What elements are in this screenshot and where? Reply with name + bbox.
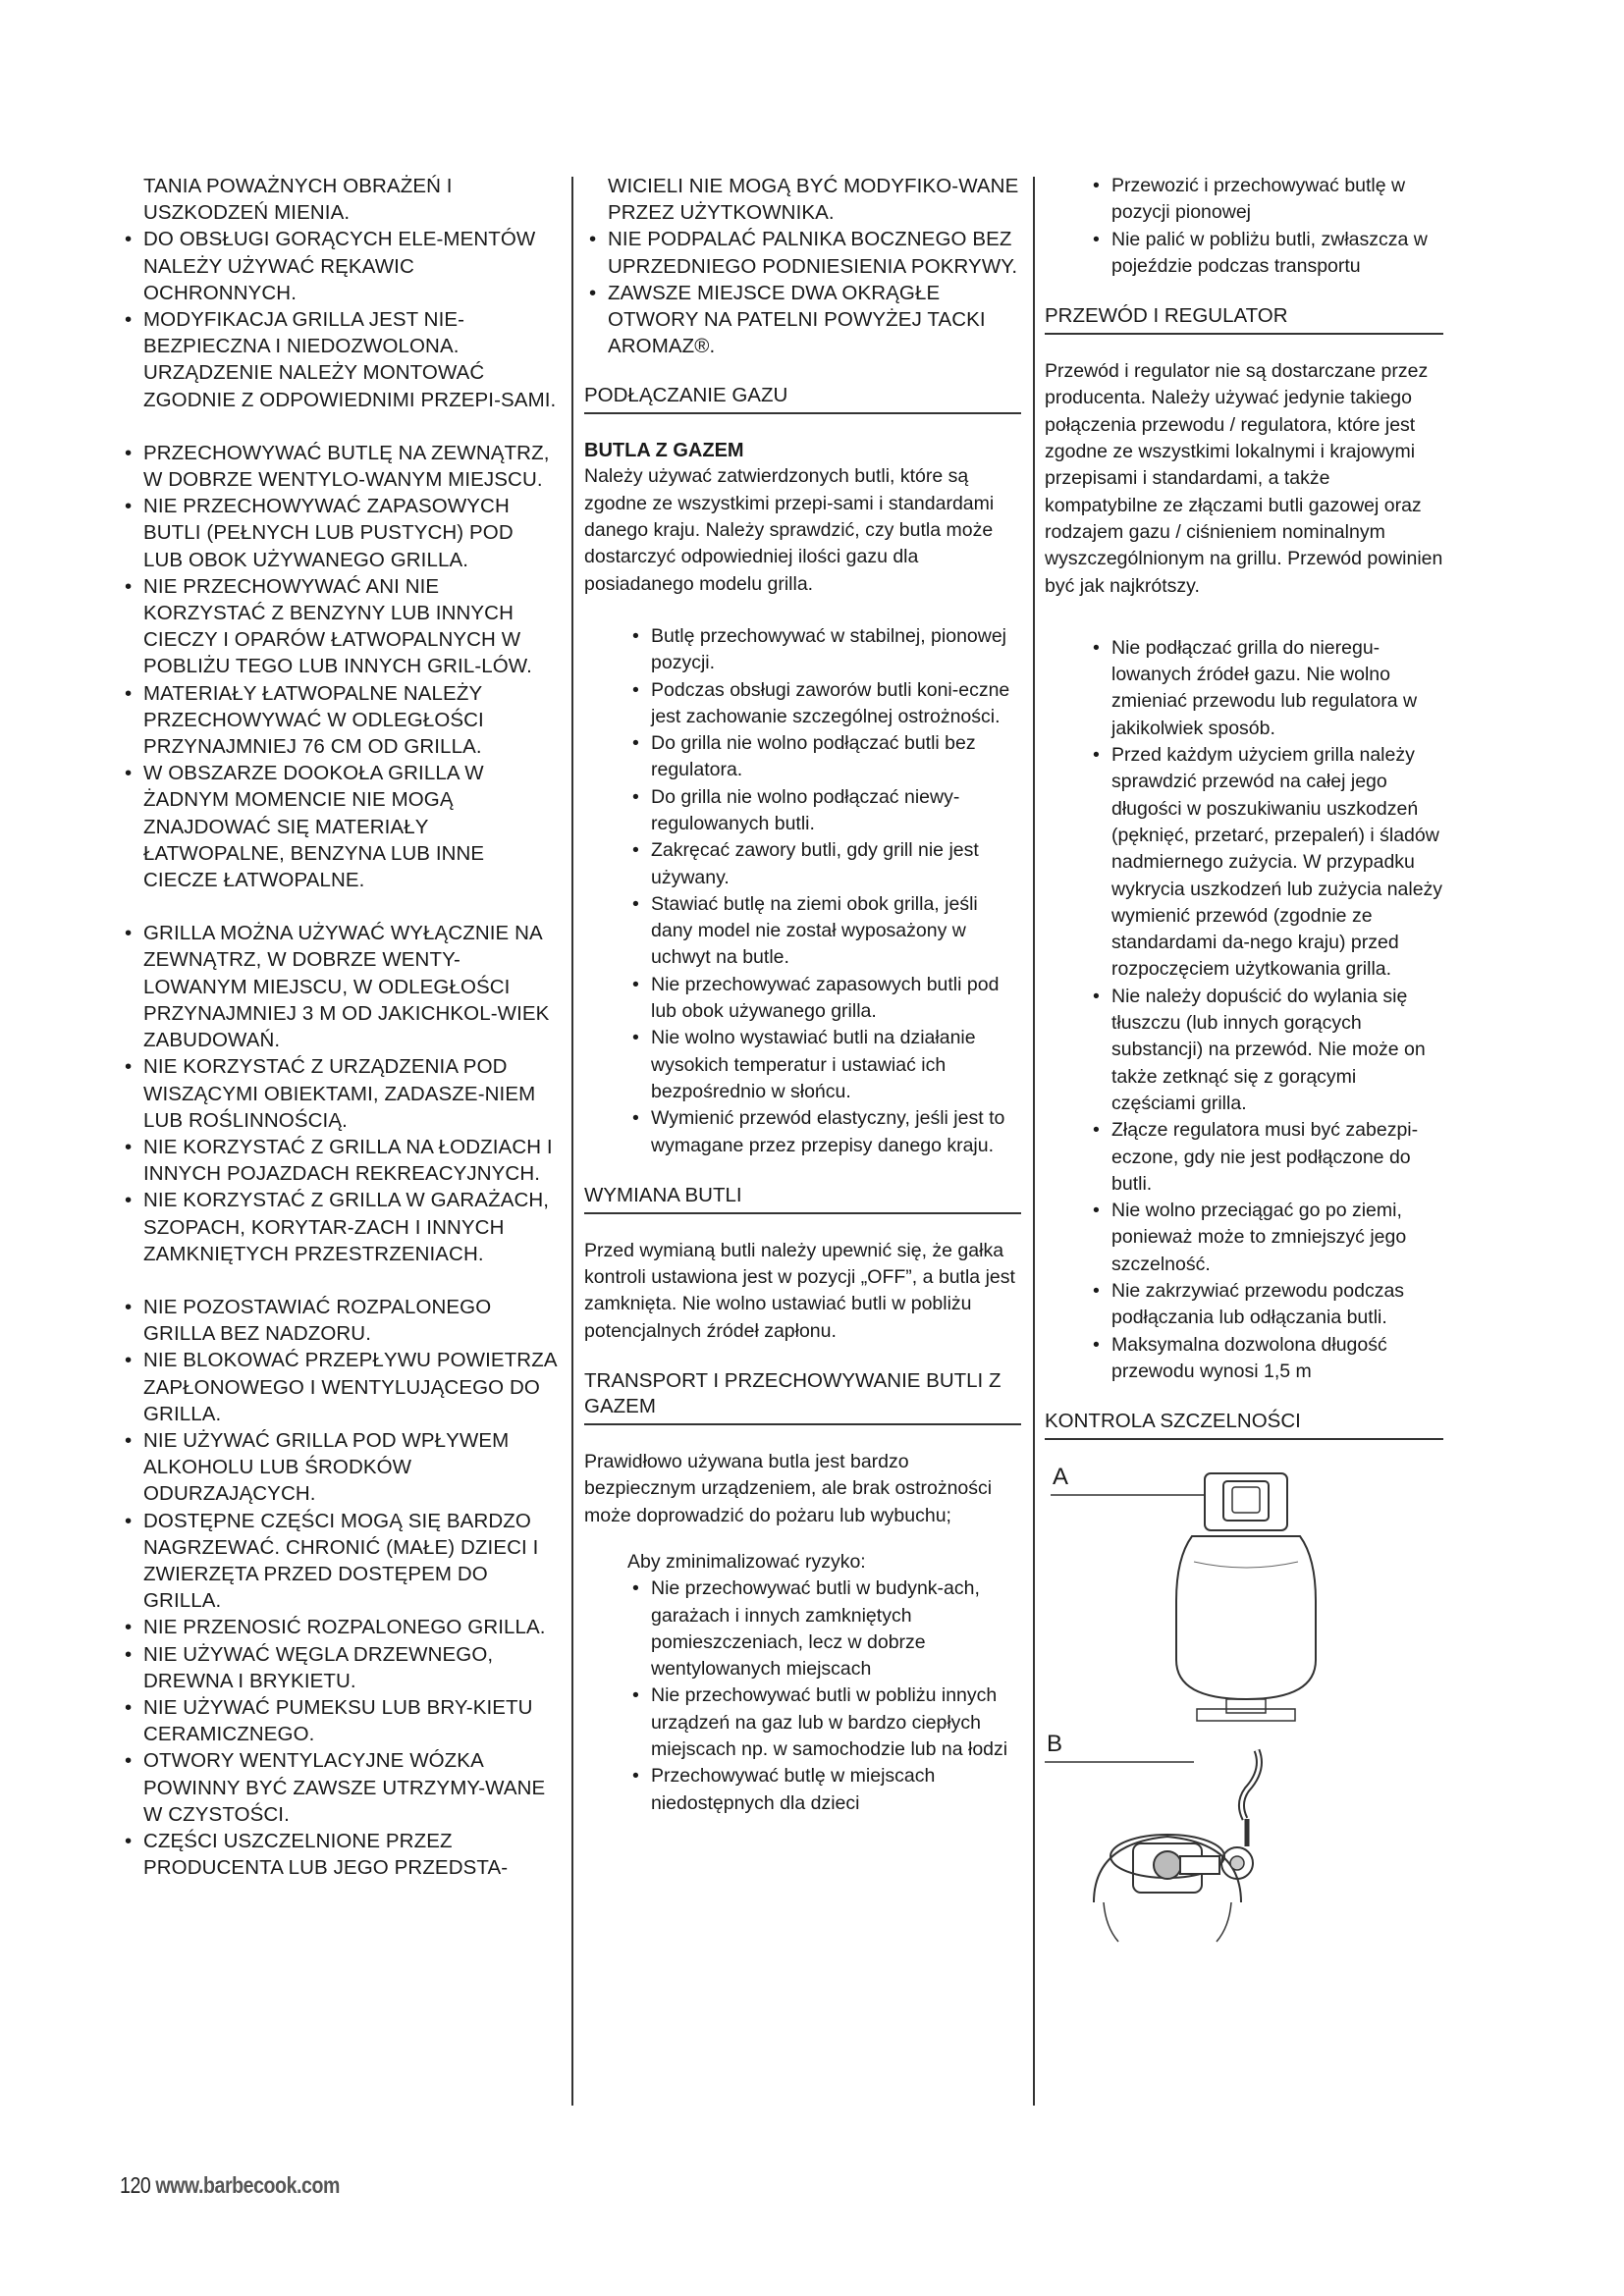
warning-list-1 (120, 226, 558, 412)
figure-a-label: A (1053, 1464, 1069, 1491)
list-item: • Nie należy dopuścić do wylania się tłuszczu (lub innych gorących substancji) na przewód. Nie może on także zetknąć się z gorącymi częściami grilla. (1088, 984, 1443, 1117)
section-heading-transport: TRANSPORT I PRZECHOWYWANIE BUTLI Z GAZEM (584, 1368, 1021, 1425)
page-number: 120 (120, 2172, 151, 2198)
list-item: • MODYFIKACJA GRILLA JEST NIE-BEZPIECZNA I NIEDOZWOLONA. URZĄDZENIE NALEŻY MONTOWAĆ ZGODNIE Z ODPOWIEDNIMI PRZEPI-SAMI. (120, 306, 558, 413)
list-item: • NIE UŻYWAĆ PUMEKSU LUB BRY-KIETU CERAMICZNEGO. (120, 1694, 558, 1747)
continued-text: WICIELI NIE MOGĄ BYĆ MODYFIKO-WANE PRZEZ UŻYTKOWNIKA. (608, 175, 1019, 225)
list-item: • NIE UŻYWAĆ GRILLA POD WPŁYWEM ALKOHOLU LUB ŚRODKÓW ODURZAJĄCYCH. (120, 1427, 558, 1508)
list-item: • MATERIAŁY ŁATWOPALNE NALEŻY PRZECHOWYWAĆ W ODLEGŁOŚCI PRZYNAJMNIEJ 76 CM OD GRILLA. (120, 680, 558, 761)
list-item: • OTWORY WENTYLACYJNE WÓZKA POWINNY BYĆ ZAWSZE UTRZYMY-WANE W CZYSTOŚCI. (120, 1747, 558, 1828)
list-item: • PRZECHOWYWAĆ BUTLĘ NA ZEWNĄTRZ, W DOBRZE WENTYLO-WANYM MIEJSCU. (120, 440, 558, 493)
paragraph-replacement: Przed wymianą butli należy upewnić się, że gałka kontroli ustawiona jest w pozycji „OFF”, a butla jest zamknięta. Nie wolno ustawiać butli w pobliżu potencjalnych źródeł zapłonu. (584, 1239, 1015, 1342)
column-2 (584, 173, 1021, 1817)
list-item: • Nie przechowywać butli w pobliżu innych urządzeń na gaz lub w bardzo ciepłych miejscach np. w samochodzie lub na łodzi (627, 1682, 1021, 1763)
list-item: • Zakręcać zawory butli, gdy grill nie jest używany. (627, 837, 1021, 891)
section-heading-hose-regulator: PRZEWÓD I REGULATOR (1045, 303, 1443, 335)
list-item: • Do grilla nie wolno podłączać niewy-regulowanych butli. (627, 784, 1021, 838)
column-1 (120, 173, 558, 1881)
regulator-illustration (1045, 1731, 1443, 1956)
list-item: • Nie wolno przeciągać go po ziemi, ponieważ może to zmniejszyć jego szczelność. (1088, 1198, 1443, 1278)
list-item: • Do grilla nie wolno podłączać butli bez regulatora. (627, 730, 1021, 784)
list-item: • Nie palić w pobliżu butli, zwłaszcza w pojeździe podczas transportu (1088, 227, 1443, 281)
warning-list-5 (584, 226, 1021, 359)
bottle-list (627, 623, 1021, 1159)
risk-list (627, 1575, 1021, 1817)
section-heading-gas-connection: PODŁĄCZANIE GAZU (584, 383, 1021, 414)
gas-bottle-illustration (1045, 1464, 1443, 1729)
list-item: • Złącze regulatora musi być zabezpi-eczone, gdy nie jest podłączone do butli. (1088, 1117, 1443, 1198)
list-item: • NIE PRZECHOWYWAĆ ANI NIE KORZYSTAĆ Z BENZYNY LUB INNYCH CIECZY I OPARÓW ŁATWOPALNYCH W POBLIŻU TEGO LUB INNYCH GRIL-LÓW. (120, 573, 558, 680)
list-item: • NIE KORZYSTAĆ Z GRILLA NA ŁODZIACH I INNYCH POJAZDACH REKREACYJNYCH. (120, 1134, 558, 1187)
list-item: • W OBSZARZE DOOKOŁA GRILLA W ŻADNYM MOMENCIE NIE MOGĄ ZNAJDOWAĆ SIĘ MATERIAŁY ŁATWOPALNE, BENZYNA LUB INNE CIECZE ŁATWOPALNE. (120, 760, 558, 893)
risk-intro: Aby zminimalizować ryzyko: (627, 1550, 866, 1573)
list-item: • NIE BLOKOWAĆ PRZEPŁYWU POWIETRZA ZAPŁONOWEGO I WENTYLUJĄCEGO DO GRILLA. (120, 1347, 558, 1427)
list-item: • Nie wolno wystawiać butli na działanie wysokich temperatur i ustawiać ich bezpośrednio w słońcu. (627, 1025, 1021, 1105)
warning-list-2 (120, 440, 558, 893)
list-item: • CZĘŚCI USZCZELNIONE PRZEZ PRODUCENTA LUB JEGO PRZEDSTA- (120, 1828, 558, 1881)
warning-list-4 (120, 1294, 558, 1881)
paragraph-bottle: Należy używać zatwierdzonych butli, które są zgodne ze wszystkimi przepi-sami i standardami danego kraju. Należy sprawdzić, czy butla może dostarczyć odpowiedniej ilości gazu dla posiadanego modelu grilla. (584, 465, 995, 595)
list-item: • Podczas obsługi zaworów butli koni-eczne jest zachowanie szczególnej ostrożności. (627, 677, 1021, 731)
list-item: • NIE UŻYWAĆ WĘGLA DRZEWNEGO, DREWNA I BRYKIETU. (120, 1641, 558, 1694)
figure-b-label: B (1047, 1731, 1063, 1758)
list-item: • Maksymalna dozwolona długość przewodu wynosi 1,5 m (1088, 1332, 1443, 1386)
list-item: • ZAWSZE MIEJSCE DWA OKRĄGŁE OTWORY NA PATELNI POWYŻEJ TACKI AROMAZ®. (584, 280, 1021, 360)
section-heading-leak-check: KONTROLA SZCZELNOŚCI (1045, 1409, 1443, 1440)
column-divider-left (571, 177, 573, 2106)
footer-url: www.barbecook.com (155, 2172, 340, 2198)
list-item: • Przed każdym użyciem grilla należy sprawdzić przewód na całej jego długości w poszukiwaniu uszkodzeń (pęknięć, przetarć, przepaleń) i śladów nadmiernego zużycia. W przypadku wykrycia uszkodzeń lub zużycia należy wymienić przewód (zgodnie ze standardami da-nego kraju) przed rozpoczęciem użytkowania grilla. (1088, 742, 1443, 984)
subheading-gas-bottle: BUTLA Z GAZEM (584, 440, 744, 462)
hose-list (1088, 635, 1443, 1385)
list-item: • DO OBSŁUGI GORĄCYCH ELE-MENTÓW NALEŻY UŻYWAĆ RĘKAWIC OCHRONNYCH. (120, 226, 558, 306)
list-item: • NIE PRZECHOWYWAĆ ZAPASOWYCH BUTLI (PEŁNYCH LUB PUSTYCH) POD LUB OBOK UŻYWANEGO GRILLA. (120, 493, 558, 573)
section-heading-bottle-replacement: WYMIANA BUTLI (584, 1183, 1021, 1214)
list-item: • Nie przechowywać zapasowych butli pod lub obok używanego grilla. (627, 972, 1021, 1026)
list-item: • NIE PODPALAĆ PALNIKA BOCZNEGO BEZ UPRZEDNIEGO PODNIESIENIA POKRYWY. (584, 226, 1021, 279)
list-item: • Wymienić przewód elastyczny, jeśli jest to wymagane przez przepisy danego kraju. (627, 1105, 1021, 1159)
figure-b (1045, 1731, 1443, 1956)
list-item: • NIE POZOSTAWIAĆ ROZPALONEGO GRILLA BEZ NADZORU. (120, 1294, 558, 1347)
transport-list-cont (1088, 173, 1443, 280)
list-item: • Nie zakrzywiać przewodu podczas podłączania lub odłączania butli. (1088, 1278, 1443, 1332)
list-item: • Nie przechowywać butli w budynk-ach, garażach i innych zamkniętych pomieszczeniach, lecz w dobrze wentylowanych miejscach (627, 1575, 1021, 1682)
list-item: • GRILLA MOŻNA UŻYWAĆ WYŁĄCZNIE NA ZEWNĄTRZ, W DOBRZE WENTY-LOWANYM MIEJSCU, W ODLEGŁOŚCI PRZYNAJMNIEJ 3 M OD JAKICHKOL-WIEK ZABUDOWAŃ. (120, 920, 558, 1053)
list-item: • DOSTĘPNE CZĘŚCI MOGĄ SIĘ BARDZO NAGRZEWAĆ. CHRONIĆ (MAŁE) DZIECI I ZWIERZĘTA PRZED DOSTĘPEM DO GRILLA. (120, 1508, 558, 1615)
list-item: • NIE KORZYSTAĆ Z URZĄDZENIA POD WISZĄCYMI OBIEKTAMI, ZADASZE-NIEM LUB ROŚLINNOŚCIĄ. (120, 1053, 558, 1134)
list-item: • Przewozić i przechowywać butlę w pozycji pionowej (1088, 173, 1443, 227)
paragraph-hose: Przewód i regulator nie są dostarczane przez producenta. Należy używać jedynie takiego połączenia przewodu / regulatora, które jest zgodne ze wszystkimi lokalnymi i krajowymi przepisami i standardami, a także kompatybilne ze złączami butli gazowej oraz rodzajem gazu / ciśnieniem nominalnym wyszczególnionym na grillu. Przewód powinien być jak najkrótszy. (1045, 360, 1443, 597)
column-divider-right (1033, 177, 1035, 2106)
paragraph-transport: Prawidłowo używana butla jest bardzo bezpiecznym urządzeniem, ale brak ostrożności może doprowadzić do pożaru lub wybuchu; (584, 1451, 993, 1526)
list-item: • Nie podłączać grilla do nieregu-lowanych źródeł gazu. Nie wolno zmieniać przewodu lub regulatora w jakikolwiek sposób. (1088, 635, 1443, 742)
list-item: • Stawiać butlę na ziemi obok grilla, jeśli dany model nie został wyposażony w uchwyt na butle. (627, 891, 1021, 972)
list-item: • NIE KORZYSTAĆ Z GRILLA W GARAŻACH, SZOPACH, KORYTAR-ZACH I INNYCH ZAMKNIĘTYCH PRZESTRZENIACH. (120, 1187, 558, 1267)
continued-text: TANIA POWAŻNYCH OBRAŻEŃ I USZKODZEŃ MIENIA. (143, 175, 453, 225)
list-item: • NIE PRZENOSIĆ ROZPALONEGO GRILLA. (120, 1614, 558, 1640)
list-item: • Przechowywać butlę w miejscach niedostępnych dla dzieci (627, 1763, 1021, 1817)
warning-list-3 (120, 920, 558, 1267)
page-footer (120, 2172, 340, 2199)
list-item: • Butlę przechowywać w stabilnej, pionowej pozycji. (627, 623, 1021, 677)
column-3 (1045, 173, 1443, 1956)
figure-a (1045, 1464, 1443, 1729)
